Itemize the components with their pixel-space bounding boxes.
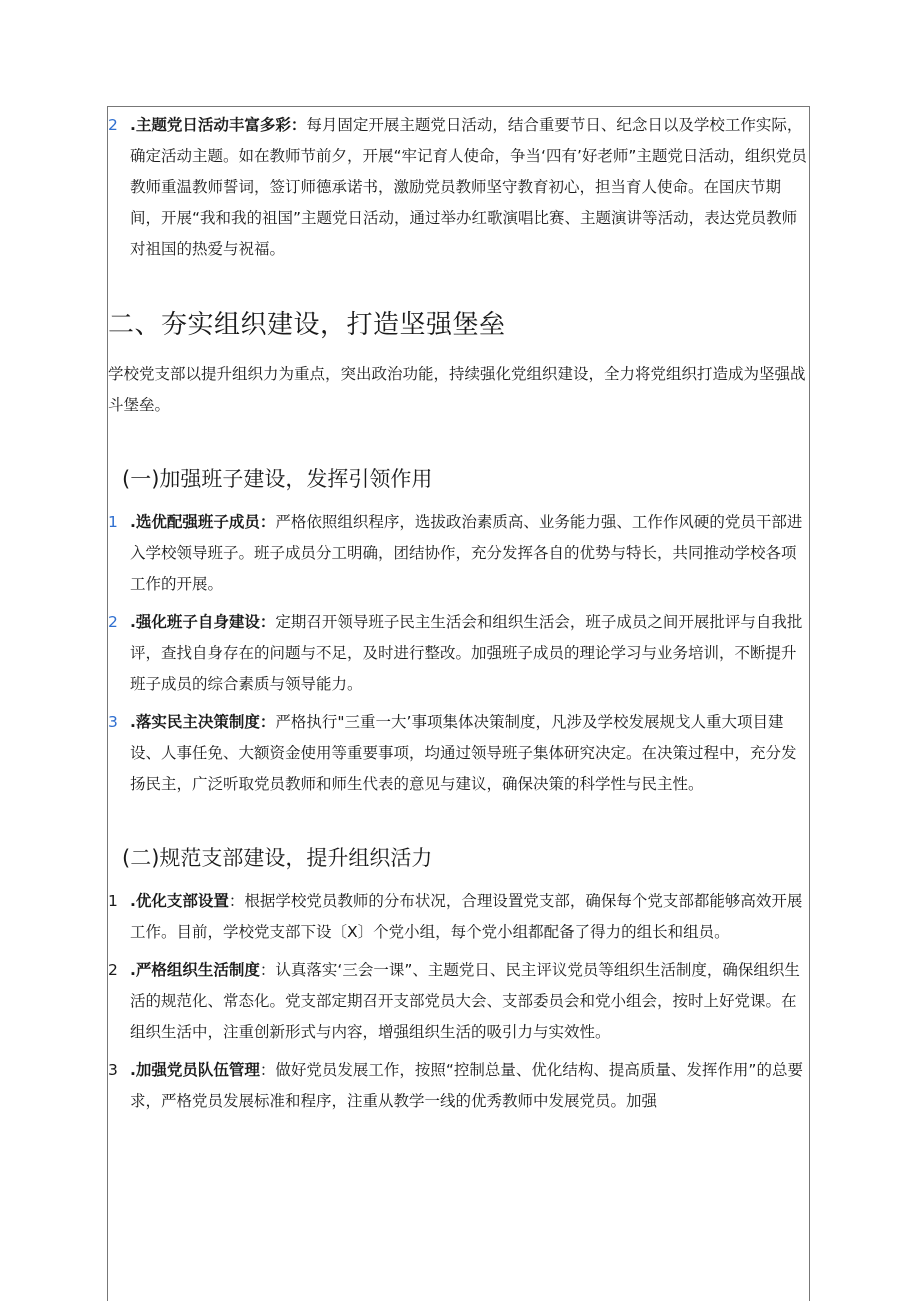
item-title: .主题党日活动丰富多彩： [130,116,307,134]
list-item [108,507,808,600]
subsection-heading: (一)加强班子建设，发挥引领作用 [122,467,433,491]
item-text: 严格执行"三重一大’事项集体决策制度，凡涉及学校发展规戈人重大项目建设、人事任免、大额资金使用等重要事项，均通过领导班子集体研究决定。在决策过程中，充分发扬民主，广泛听取党员教师和师生代表的意见与建议，确保决策的科学性与民主性。 [130,713,797,793]
list-item [108,955,808,1048]
item-number: 1 [108,892,118,910]
section-intro: 学校党支部以提升组织力为重点，突出政治功能，持续强化党组织建设，全力将党组织打造成为坚强战斗堡垒。 [108,365,806,414]
item-title: .严格组织生活制度 [130,961,260,979]
subsection-heading: (二)规范支部建设，提升组织活力 [122,846,433,870]
item-number: 3 [108,1061,118,1079]
item-text: 定期召开领导班子民主生活会和组织生活会，班子成员之间开展批评与自我批评，查找自身存在的问题与不足，及时进行整改。加强班子成员的理论学习与业务培训，不断提升班子成员的综合素质与领导能力。 [130,613,803,693]
item-number: 2 [108,613,118,631]
item-number: 2 [108,961,118,979]
item-title: .强化班子自身建设： [130,613,276,631]
item-title: .选优配强班子成员： [130,513,276,531]
item-number: 2 [108,116,118,134]
list-item [108,707,808,800]
section-heading: 二、夯实组织建设，打造坚强堡垒 [108,310,506,340]
item-text: ：认真落实‘三会一课”、主题党日、民主评议党员等组织生活制度，确保组织生活的规范化、常态化。党支部定期召开支部党员大会、支部委员会和党小组会，按时上好党课。在组织生活中，注重创新形式与内容，增强组织生活的吸引力与实效性。 [130,961,800,1041]
item-number: 3 [108,713,118,731]
item-text: ：根据学校党员教师的分布状况，合理设置党支部，确保每个党支部都能够高效开展工作。目前，学校党支部下设〔X〕个党小组，每个党小组都配备了得力的组长和组员。 [130,892,803,941]
document-body [108,110,808,1117]
list-item [108,1055,808,1117]
item-title: .优化支部设置 [130,892,229,910]
item-text: 每月固定开展主题党日活动，结合重要节日、纪念日以及学校工作实际，确定活动主题。如在教师节前夕，开展“牢记育人使命，争当‘四有’好老师”主题党日活动，组织党员教师重温教师誓词，签订师德承诺书，激励党员教师坚守教育初心，担当育人使命。在国庆节期间，开展“我和我的祖国”主题党日活动，通过举办红歌演唱比赛、主题演讲等活动，表达党员教师对祖国的热爱与祝福。 [130,116,807,258]
item-title: .落实民主决策制度： [130,713,276,731]
item-number: 1 [108,513,118,531]
item-title: .加强党员队伍管理 [130,1061,260,1079]
item-text: ：做好党员发展工作，按照“控制总量、优化结构、提高质量、发挥作用”的总要求，严格党员发展标准和程序，注重从教学一线的优秀教师中发展党员。加强 [130,1061,803,1110]
item-text: 严格依照组织程序，选拔政治素质高、业务能力强、工作作风硬的党员干部进入学校领导班子。班子成员分工明确，团结协作，充分发挥各自的优势与特长，共同推动学校各项工作的开展。 [130,513,803,593]
list-item [108,607,808,700]
list-item [108,110,808,265]
list-item [108,886,808,948]
